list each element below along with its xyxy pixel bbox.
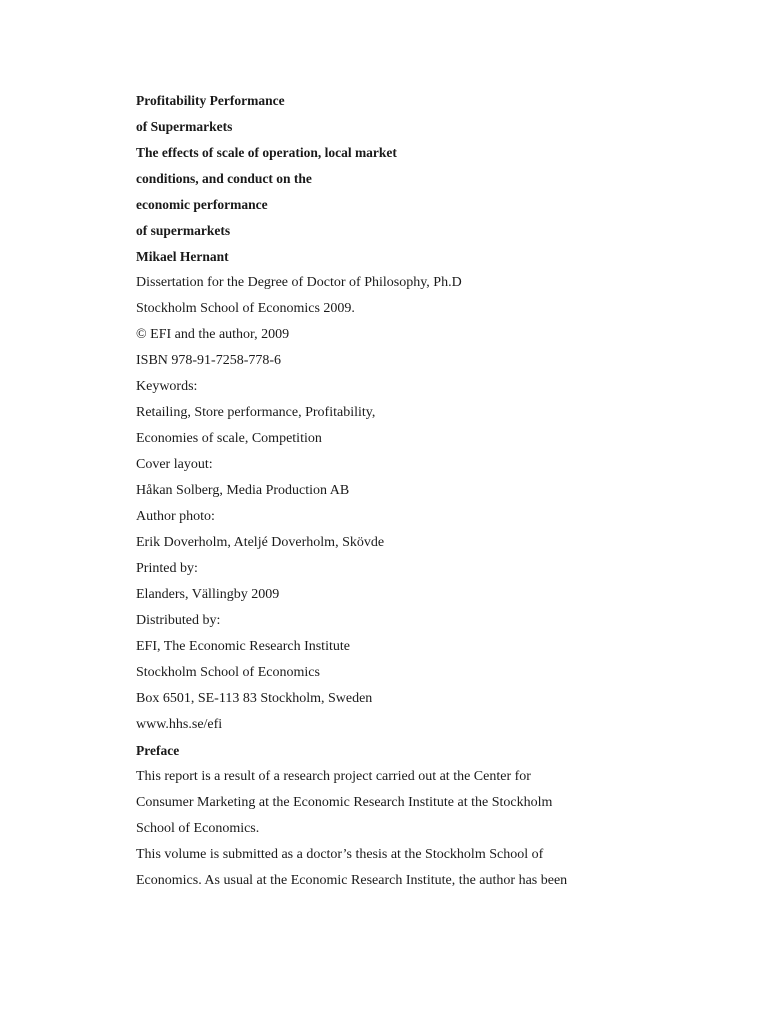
text-line: This volume is submitted as a doctor’s thesis at the Stockholm School of [136,847,544,862]
text-line: Keywords: [136,379,198,394]
text-line: Dissertation for the Degree of Doctor of Philosophy, Ph.D [136,275,462,290]
text-line: Cover layout: [136,457,213,472]
text-line: Retailing, Store performance, Profitability, [136,405,376,420]
text-line: School of Economics. [136,821,260,836]
text-line: EFI, The Economic Research Institute [136,639,350,654]
text-line: ISBN 978-91-7258-778-6 [136,353,282,368]
text-line: Economies of scale, Competition [136,431,322,446]
text-line: Consumer Marketing at the Economic Research Institute at the Stockholm [136,795,553,810]
text-line: Economics. As usual at the Economic Research Institute, the author has been [136,873,568,888]
text-line: Stockholm School of Economics [136,665,320,680]
text-line: Håkan Solberg, Media Production AB [136,483,350,498]
text-line: © EFI and the author, 2009 [136,327,290,342]
heading-line: Preface [136,743,180,758]
text-line: Erik Doverholm, Ateljé Doverholm, Skövde [136,535,385,550]
heading-line: of supermarkets [136,223,231,238]
text-line: Printed by: [136,561,198,576]
text-line: Author photo: [136,509,215,524]
text-line: Distributed by: [136,613,221,628]
text-line: Stockholm School of Economics 2009. [136,301,355,316]
heading-line: conditions, and conduct on the [136,171,312,186]
heading-line: Mikael Hernant [136,249,229,264]
heading-line: of Supermarkets [136,119,233,134]
document-page [136,88,736,894]
text-line: This report is a result of a research project carried out at the Center for [136,769,531,784]
text-line: Elanders, Vällingby 2009 [136,587,280,602]
text-line: www.hhs.se/efi [136,717,223,732]
heading-line: Profitability Performance [136,93,285,108]
text-line: Box 6501, SE-113 83 Stockholm, Sweden [136,691,373,706]
heading-line: economic performance [136,197,268,212]
heading-line: The effects of scale of operation, local market [136,145,397,160]
